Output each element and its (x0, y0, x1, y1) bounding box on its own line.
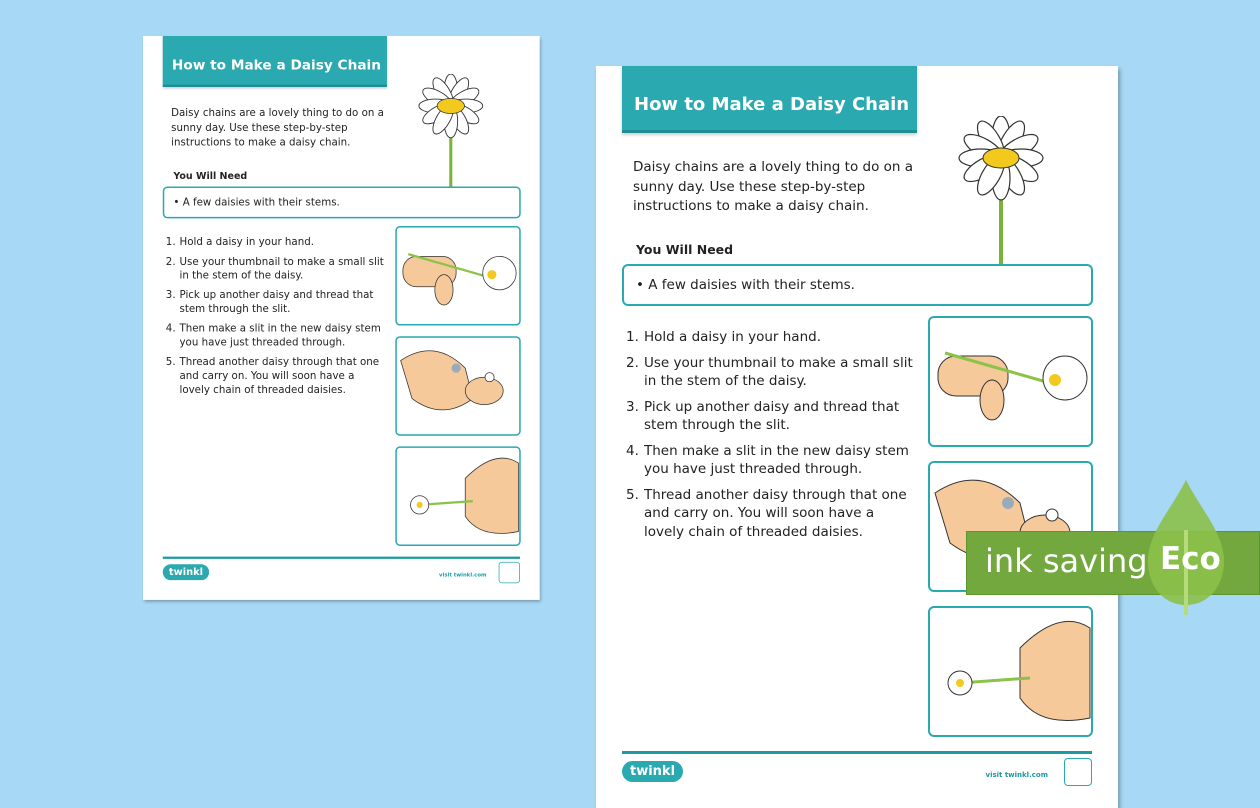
twinkl-logo: twinkl (622, 761, 683, 782)
step-number: 1. (165, 235, 176, 249)
step-image-thread-daisy (928, 606, 1093, 737)
step-item (626, 442, 916, 479)
you-will-need-box: • A few daisies with their stems. (622, 264, 1093, 306)
step-image-hold-daisy (928, 316, 1093, 447)
footer-divider (622, 751, 1092, 754)
step-item (166, 321, 386, 349)
intro-text: Daisy chains are a lovely thing to do on a sunny day. Use these step-by-step instructions to make a daisy chain. (171, 106, 384, 149)
step-item (626, 398, 916, 435)
step-item (626, 486, 916, 542)
step-number: 3. (165, 288, 176, 301)
step-number: 5. (165, 355, 176, 368)
page-title: How to Make a Daisy Chain (634, 94, 910, 115)
ink-saving-label: ink saving (985, 542, 1148, 580)
step-image-hold-daisy (395, 226, 520, 326)
step-item (626, 328, 916, 347)
step-image-thread-daisy (395, 446, 520, 546)
twinkl-logo: twinkl (163, 564, 209, 580)
step-item (626, 354, 916, 391)
step-number: 2. (165, 255, 176, 268)
title-tab (622, 66, 917, 133)
step-number: 1. (626, 329, 639, 345)
step-text: Hold a daisy in your hand. (644, 329, 821, 345)
step-text: Then make a slit in the new daisy stem you have just threaded through. (644, 442, 909, 477)
quality-badge-icon (499, 562, 520, 583)
step-image-make-slit (395, 336, 520, 436)
daisy-illustration (931, 116, 1081, 266)
step-item (166, 355, 386, 397)
step-number: 5. (626, 486, 639, 503)
step-text: Hold a daisy in your hand. (179, 235, 314, 249)
step-text: Pick up another daisy and thread that stem through the slit. (644, 398, 900, 433)
step-text: Use your thumbnail to make a small slit in the stem of the daisy. (179, 255, 384, 282)
footer-link[interactable]: visit twinkl.com (439, 571, 487, 578)
step-item (166, 235, 386, 249)
footer-link[interactable]: visit twinkl.com (985, 771, 1048, 779)
title-tab (163, 36, 387, 87)
you-will-need-heading: You Will Need (636, 242, 734, 257)
step-number: 4. (165, 322, 176, 335)
you-will-need-box: • A few daisies with their stems. (163, 186, 521, 218)
step-item (166, 255, 386, 283)
step-text: Thread another daisy through that one and carry on. You will soon have a lovely chain of threaded daisies. (644, 486, 907, 540)
you-will-need-heading: You Will Need (173, 169, 248, 182)
step-number: 3. (626, 398, 639, 415)
step-text: Thread another daisy through that one and carry on. You will soon have a lovely chain of threaded daisies. (179, 355, 380, 396)
intro-text: Daisy chains are a lovely thing to do on a sunny day. Use these step-by-step instructions to make a daisy chain. (633, 159, 913, 214)
quality-badge-icon (1064, 758, 1092, 786)
steps-list (166, 235, 386, 402)
daisy-illustration (398, 74, 512, 188)
page-title: How to Make a Daisy Chain (171, 57, 381, 74)
step-text: Use your thumbnail to make a small slit in the stem of the daisy. (644, 354, 913, 389)
eco-label: Eco (1160, 541, 1221, 577)
steps-list (626, 328, 916, 548)
step-text: Then make a slit in the new daisy stem you have just threaded through. (179, 322, 381, 349)
step-item (166, 288, 386, 316)
step-text: Pick up another daisy and thread that stem through the slit. (179, 288, 374, 315)
worksheet-preview-small (143, 36, 540, 600)
step-number: 4. (626, 442, 639, 459)
step-number: 2. (626, 354, 639, 371)
worksheet-preview-large (596, 66, 1118, 808)
footer-divider (163, 557, 520, 559)
